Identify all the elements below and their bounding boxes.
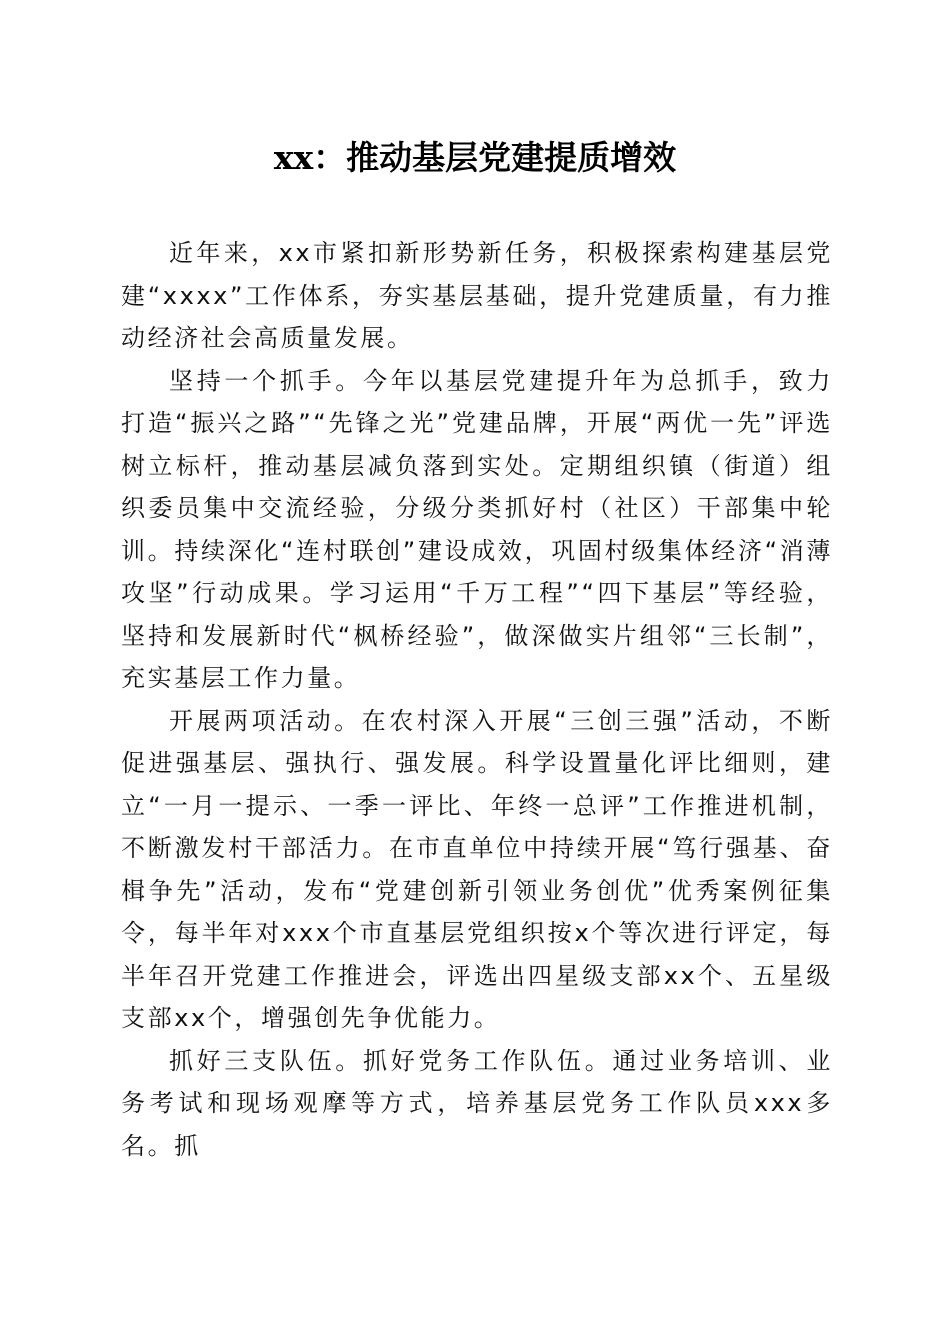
paragraph-one-grip: 坚持一个抓手。今年以基层党建提升年为总抓手，致力打造“振兴之路”“先锋之光”党建品牌，开展“两优一先”评选树立标杆，推动基层减负落到实处。定期组织镇（街道）组织委员集中交流经验，分级分类抓好村（社区）干部集中轮训。持续深化“连村联创”建设成效，巩固村级集体经济“消薄攻坚”行动成果。学习运用“千万工程”“四下基层”等经验，坚持和发展新时代“枫桥经验”，做深做实片组邻“三长制”，充实基层工作力量。 bbox=[121, 366, 833, 692]
paragraph-three-teams: 抓好三支队伍。抓好党务工作队伍。通过业务培训、业务考试和现场观摩等方式，培养基层党务工作队员xxx多名。抓 bbox=[121, 1046, 833, 1160]
document-body bbox=[121, 232, 833, 1167]
paragraph-two-activities: 开展两项活动。在农村深入开展“三创三强”活动，不断促进强基层、强执行、强发展。科学设置量化评比细则，建立“一月一提示、一季一评比、年终一总评”工作推进机制，不断激发村干部活力。在市直单位中持续开展“笃行强基、奋楫争先”活动，发布“党建创新引领业务创优”优秀案例征集令，每半年对xxx个市直基层党组织按x个等次进行评定，每半年召开党建工作推进会，评选出四星级支部xx个、五星级支部xx个，增强创先争优能力。 bbox=[121, 706, 833, 1032]
paragraph-intro: 近年来，xx市紧扣新形势新任务，积极探索构建基层党建“xxxx”工作体系，夯实基层基础，提升党建质量，有力推动经济社会高质量发展。 bbox=[121, 239, 833, 352]
document-title: xx：推动基层党建提质增效 bbox=[273, 138, 677, 177]
